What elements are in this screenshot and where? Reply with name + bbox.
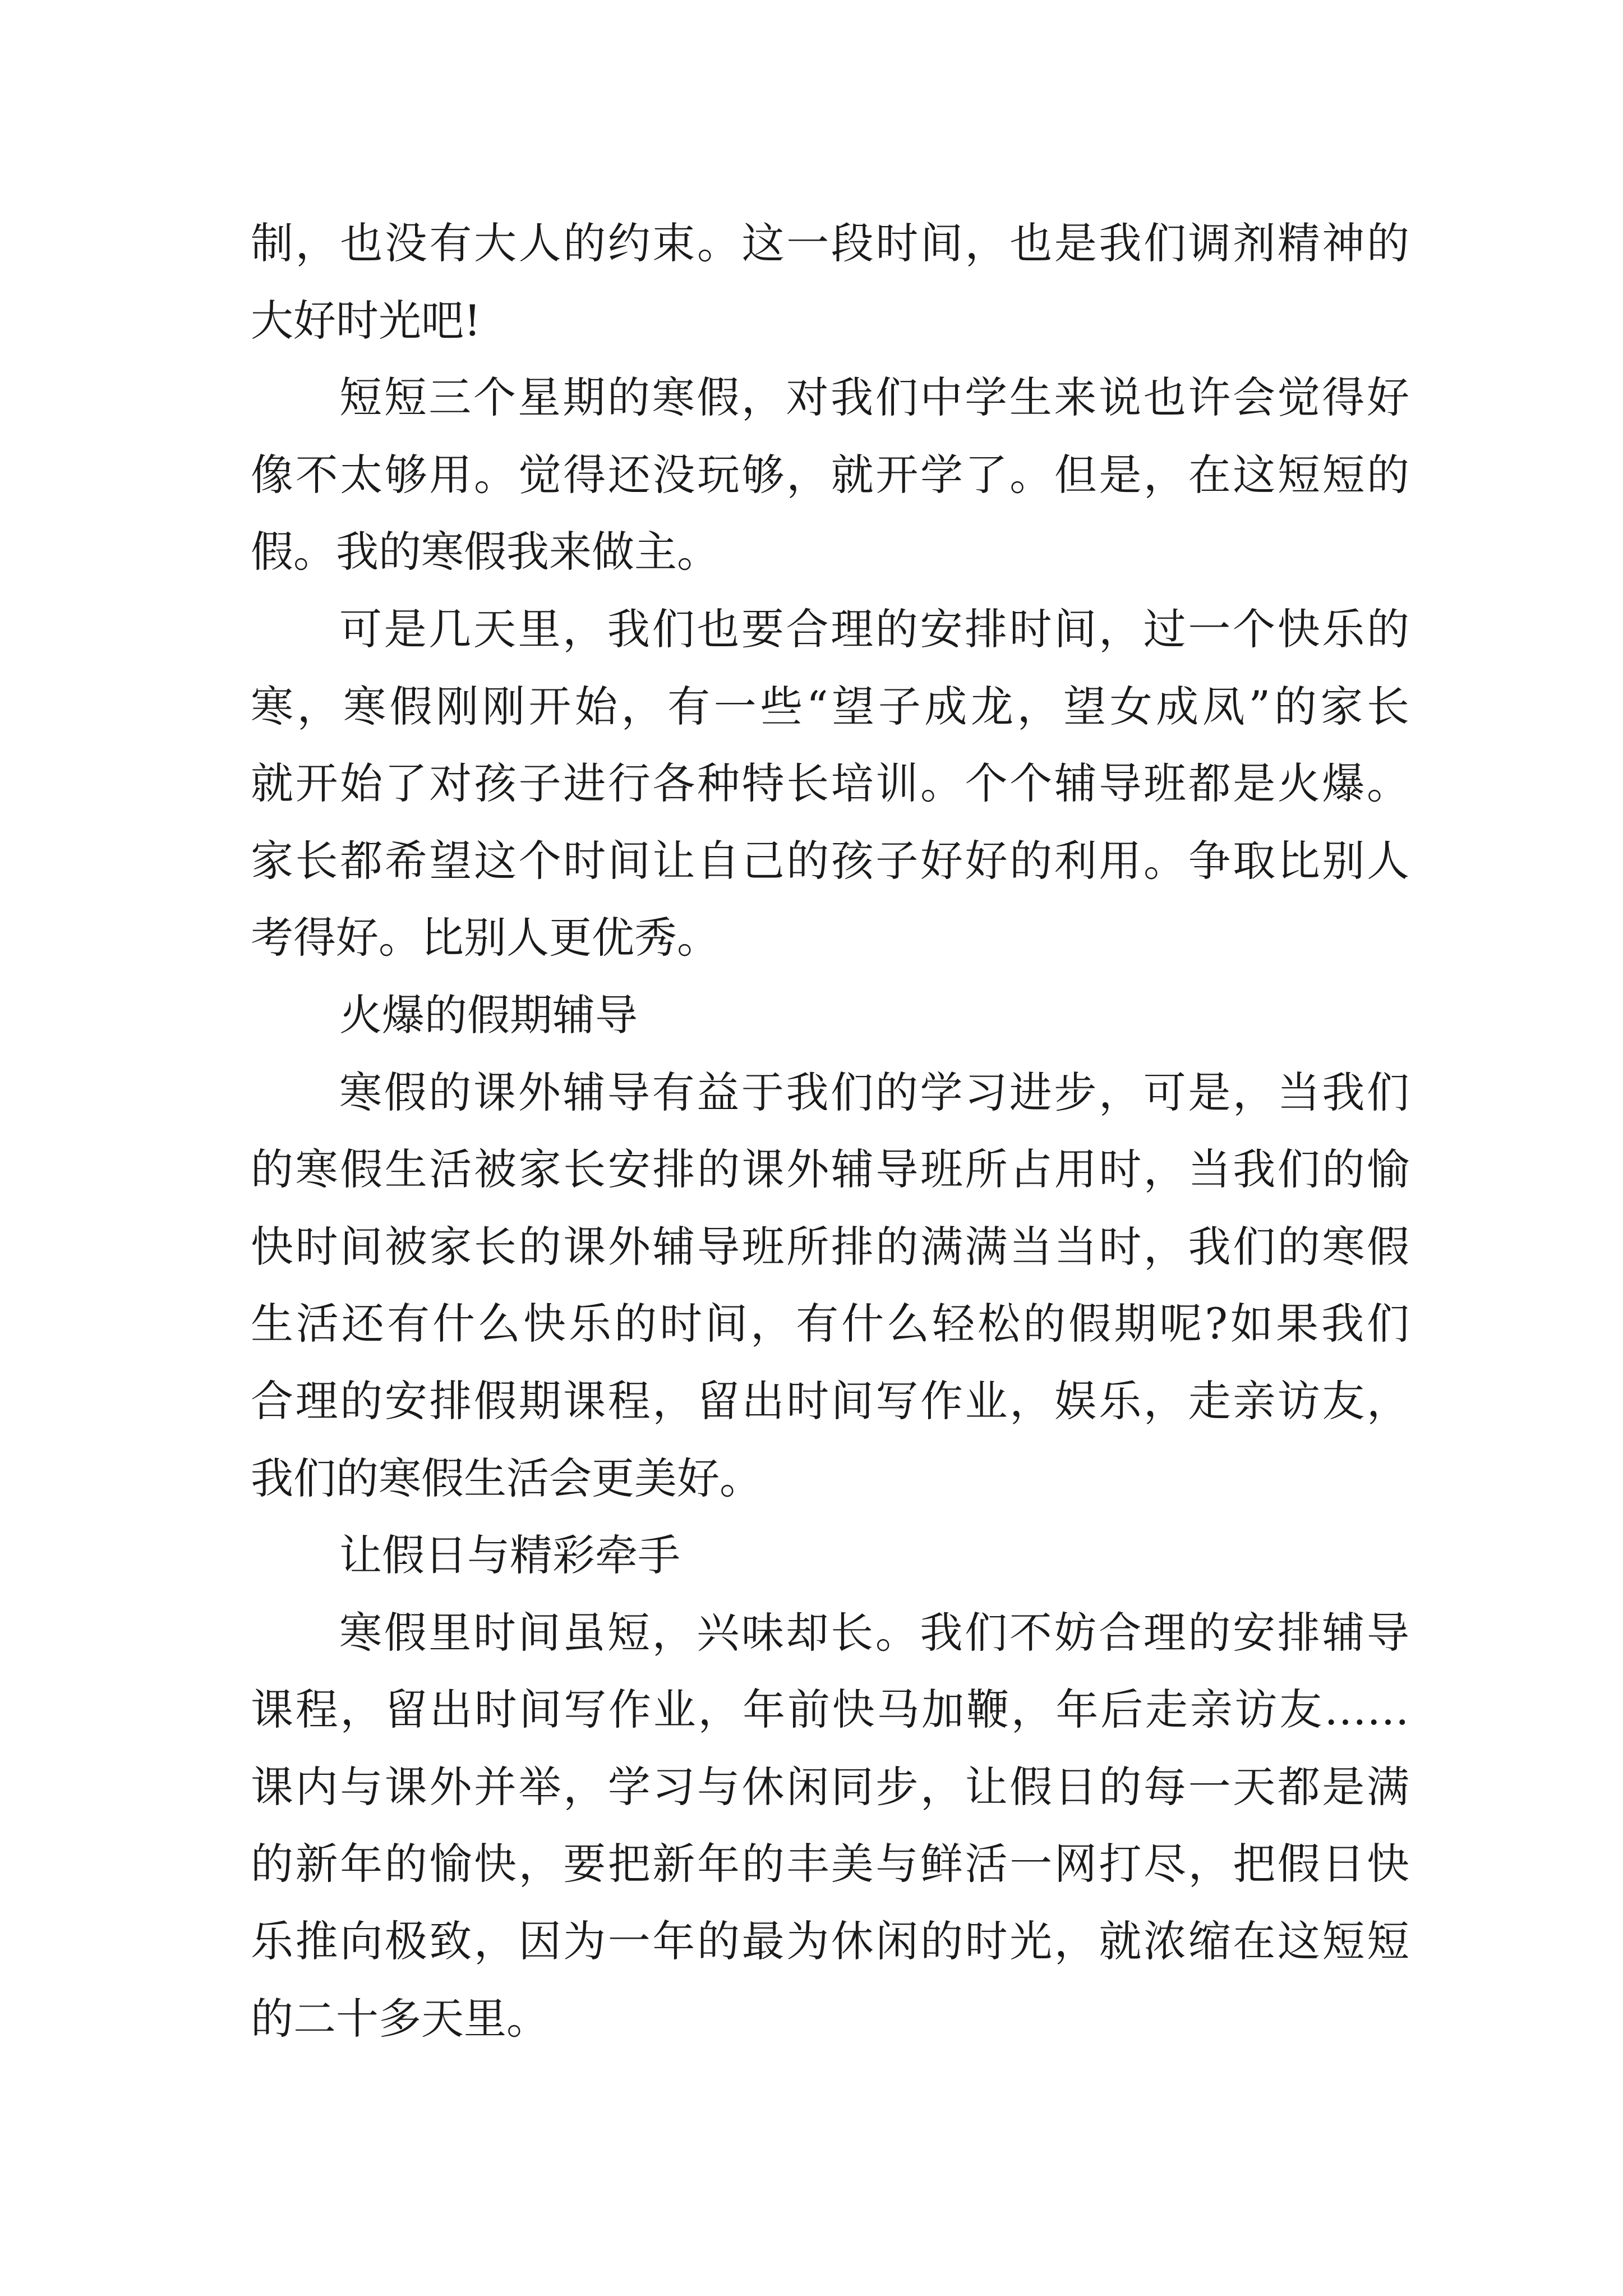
paragraph [251, 359, 1409, 591]
text-line: 寒，寒假刚刚开始，有一些“望子成龙，望女成凤”的家长 [251, 681, 1409, 731]
document-page [251, 205, 1409, 2057]
text-line: 的寒假生活被家长安排的课外辅导班所占用时，当我们的愉 [251, 1144, 1409, 1195]
paragraph [251, 205, 1409, 359]
text-line: 我们的寒假生活会更美好。 [251, 1453, 762, 1503]
text-line: 制，也没有大人的约束。这一段时间，也是我们调剂精神的 [251, 218, 1409, 268]
text-line: 家长都希望这个时间让自己的孩子好好的利用。争取比别人 [251, 835, 1409, 886]
paragraph [251, 1594, 1409, 2058]
paragraph [251, 591, 1409, 977]
text-line: 的二十多天里。 [251, 1993, 549, 2044]
section-heading-block [251, 977, 1409, 1054]
text-line: 的新年的愉快，要把新年的丰美与鲜活一网打尽，把假日快 [251, 1839, 1409, 1889]
text-line: 寒假里时间虽短，兴味却长。我们不妨合理的安排辅导 [339, 1607, 1409, 1658]
text-line: 合理的安排假期课程，留出时间写作业，娱乐，走亲访友， [251, 1375, 1409, 1426]
text-line: 乐推向极致，因为一年的最为休闲的时光，就浓缩在这短短 [251, 1916, 1409, 1967]
text-line: 寒假的课外辅导有益于我们的学习进步，可是，当我们 [339, 1067, 1409, 1117]
text-line: 考得好。比别人更优秀。 [251, 913, 720, 963]
text-line: 可是几天里，我们也要合理的安排时间，过一个快乐的 [339, 604, 1409, 654]
paragraph [251, 1054, 1409, 1517]
section-heading: 火爆的假期辅导 [339, 990, 638, 1040]
section-heading-block [251, 1517, 1409, 1594]
text-line: 课内与课外并举，学习与休闲同步，让假日的每一天都是满 [251, 1761, 1409, 1812]
section-heading: 让假日与精彩牵手 [339, 1530, 680, 1581]
text-line: 就开始了对孩子进行各种特长培训。个个辅导班都是火爆。 [251, 758, 1409, 809]
text-line: 大好时光吧! [251, 295, 481, 346]
text-line: 短短三个星期的寒假，对我们中学生来说也许会觉得好 [339, 372, 1409, 423]
text-line: 生活还有什么快乐的时间，有什么轻松的假期呢?如果我们 [251, 1299, 1409, 1349]
text-line: 课程，留出时间写作业，年前快马加鞭，年后走亲访友…… [251, 1685, 1409, 1735]
text-line: 像不太够用。觉得还没玩够，就开学了。但是，在这短短的 [251, 449, 1409, 500]
text-line: 快时间被家长的课外辅导班所排的满满当当时，我们的寒假 [251, 1221, 1409, 1272]
text-line: 假。我的寒假我来做主。 [251, 527, 720, 577]
